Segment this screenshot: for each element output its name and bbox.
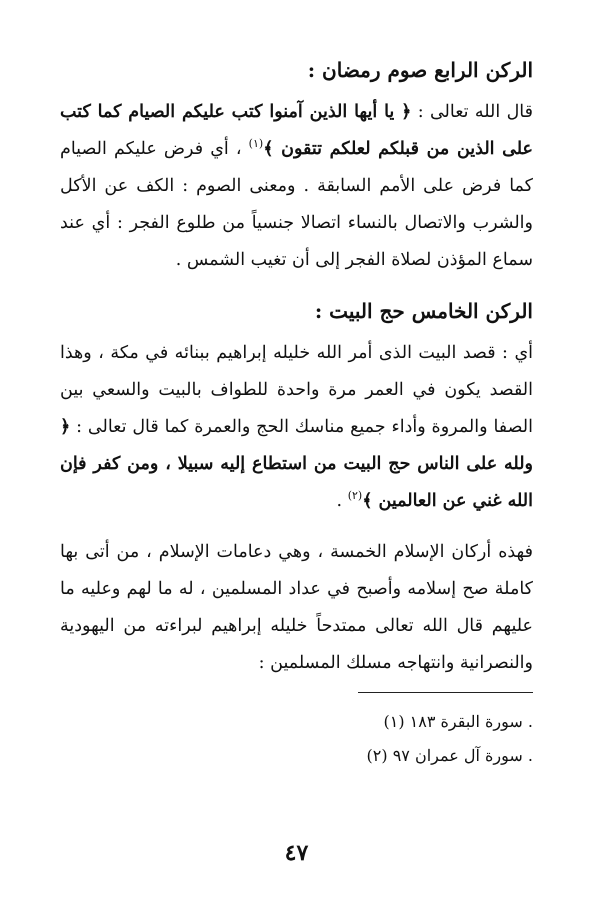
quran-verse-hajj: ﴿ ولله على الناس حج البيت من استطاع إليه سبيلا ، ومن كفر فإن الله غني عن العالمين ﴾	[60, 417, 533, 511]
footnote-ref-2: (٢)	[347, 489, 363, 503]
footnote-2: (٢) سورة آل عمران ٩٧ .	[366, 746, 533, 765]
footnote-divider	[358, 692, 533, 693]
paragraph-pillars-summary: فهذه أركان الإسلام الخمسة ، وهي دعامات الإسلام ، من أتى بها كاملة صح إسلامه وأصبح في عداد المسلمين ، له ما لهم وعليه ما عليهم قال الله تعالى ممتدحاً خليله إبراهيم لبراءته من اليهودية والنصرانية وانتهاجه مسلك المسلمين :	[60, 542, 533, 673]
paragraph-fasting	[60, 94, 533, 279]
hajj-intro: أي : قصد البيت الذى أمر الله خليله إبراهيم ببنائه في مكة ، وهذا القصد يكون في العمر مرة واحدة للطواف بالبيت والسعي بين الصفا والمروة وأداء جميع مناسك الحج والعمرة كما قال تعالى :	[60, 343, 533, 437]
footnote-1: (١) سورة البقرة ١٨٣ .	[383, 712, 533, 731]
footnotes	[60, 705, 533, 773]
heading-fasting: الركن الرابع صوم رمضان :	[307, 58, 533, 82]
fasting-explanation: ، أي فرض عليكم الصيام كما فرض على الأمم السابقة . ومعنى الصوم : الكف عن الأكل والشرب والاتصال بالنساء اتصالا جنسياً من طلوع الفجر : أي عند سماع المؤذن لصلاة الفجر إلى أن تغيب الشمس .	[60, 139, 533, 270]
hajj-end: .	[336, 491, 348, 511]
quran-verse-fasting: ﴿ يا أيها الذين آمنوا كتب عليكم الصيام كما كتب على الذين من قبلكم لعلكم تتقون ﴾	[60, 102, 533, 159]
fasting-intro: قال الله تعالى :	[411, 102, 533, 122]
heading-hajj: الركن الخامس حج البيت :	[314, 299, 533, 323]
footnote-ref-1: (١)	[248, 137, 264, 151]
paragraph-hajj	[60, 335, 533, 520]
page-number: ٤٧	[284, 840, 309, 866]
